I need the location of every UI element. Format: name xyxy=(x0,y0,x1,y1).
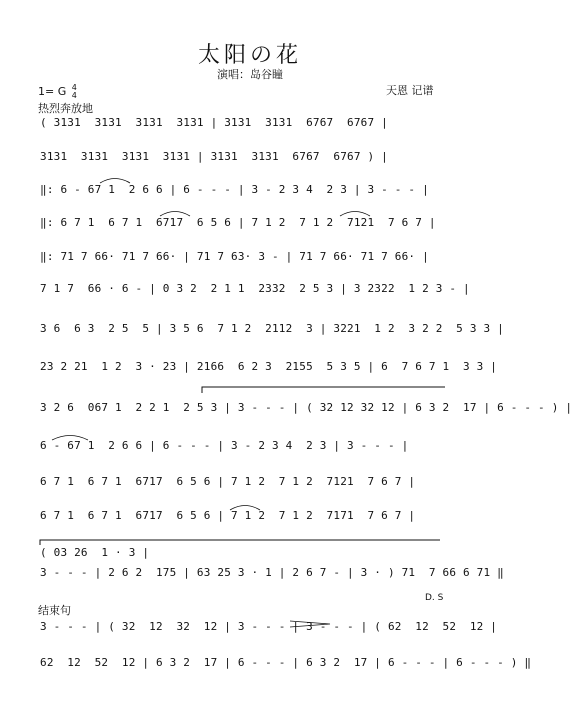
score-row-3 xyxy=(40,177,450,203)
score-row-text: ‖: 71 7 66· 71 7 66· | 71 7 63· 3 - | 71 7 66· 71 7 66· | xyxy=(40,250,429,263)
score-row-text: ‖: 6 7 1 6 7 1 6717 6 5 6 | 7 1 2 7 1 2 7121 7 6 7 | xyxy=(40,216,436,229)
score-row-7 xyxy=(40,316,504,342)
score-row-14 xyxy=(40,560,504,586)
score-row-text: ‖: 6 - 67 1 2 6 6 | 6 - - - | 3 - 2 3 4 2 3 | 3 - - - | xyxy=(40,183,429,196)
dal-segno-mark: D. S xyxy=(425,593,444,603)
score-row-4 xyxy=(40,210,450,236)
tempo-marking: 热烈奔放地 xyxy=(38,102,93,115)
score-row-text: 6 7 1 6 7 1 6717 6 5 6 | 7 1 2 7 1 2 7171 7 6 7 | xyxy=(40,509,416,522)
score-row-text: 23 2 21 1 2 3 · 23 | 2166 6 2 3 2155 5 3 5 | 6 7 6 7 1 3 3 | xyxy=(40,360,498,373)
score-row-text: ( 03 26 1 · 3 | xyxy=(40,546,150,559)
song-title: 太阳の花 xyxy=(197,43,302,68)
singer-line: 演唱：岛谷瞳 xyxy=(217,68,283,81)
score-row-text: 3 - - - | ( 32 12 32 12 | 3 - - - | 3 - - - | ( 62 12 52 12 | xyxy=(40,620,498,633)
score-row-text: 7 1 7 66 · 6 - | 0 3 2 2 1 1 2332 2 5 3 | 3 2322 1 2 3 - | xyxy=(40,282,470,295)
score-row-8 xyxy=(40,354,498,380)
score-row-text: 3 - - - | 2 6 2 175 | 63 25 3 · 1 | 2 6 7 - | 3 · ) 71 7 66 6 71 ‖ xyxy=(40,566,504,579)
transcriber-credit: 天恩 记谱 xyxy=(386,84,434,97)
score-row-text: ( 3131 3131 3131 3131 | 3131 3131 6767 6767 | xyxy=(40,116,388,129)
score-row-12 xyxy=(40,503,450,529)
score-row-5 xyxy=(40,244,450,270)
score-row-15 xyxy=(40,614,498,640)
score-row-text: 62 12 52 12 | 6 3 2 17 | 6 - - - | 6 3 2 17 | 6 - - - | 6 - - - ) ‖ xyxy=(40,656,532,669)
ending-label: 结束句 xyxy=(38,604,71,617)
time-signature xyxy=(72,84,77,100)
score-row-2 xyxy=(40,144,450,170)
score-row-16 xyxy=(40,650,532,676)
score-row-10 xyxy=(40,433,450,459)
score-row-text: 3 6 6 3 2 5 5 | 3 5 6 7 1 2 2112 3 | 3221 1 2 3 2 2 5 3 3 | xyxy=(40,322,504,335)
volta-bracket-1 xyxy=(202,387,445,393)
time-sig-top: 4 xyxy=(71,83,77,92)
time-sig-bottom: 4 xyxy=(71,91,77,100)
score-row-9 xyxy=(40,395,572,421)
score-row-text: 6 7 1 6 7 1 6717 6 5 6 | 7 1 2 7 1 2 7121 7 6 7 | xyxy=(40,475,416,488)
key-signature xyxy=(38,84,77,100)
score-row-11 xyxy=(40,469,450,495)
score-row-text: 3131 3131 3131 3131 | 3131 3131 6767 6767 ) | xyxy=(40,150,388,163)
score-row-6 xyxy=(40,276,470,302)
score-row-1 xyxy=(40,110,450,136)
score-row-text: 6 - 67 1 2 6 6 | 6 - - - | 3 - 2 3 4 2 3 | 3 - - - | xyxy=(40,439,409,452)
score-row-text: 3 2 6 067 1 2 2 1 2 5 3 | 3 - - - | ( 32 12 32 12 | 6 3 2 17 | 6 - - - ) | xyxy=(40,401,572,414)
key-label: 1= G xyxy=(38,85,67,98)
